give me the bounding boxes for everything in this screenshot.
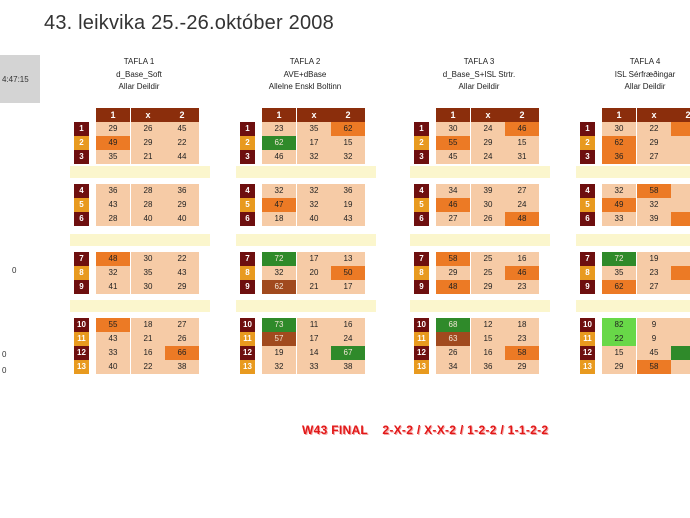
probability-cell: 32	[262, 360, 296, 374]
probability-cell: 38	[331, 360, 365, 374]
probability-cell: 27	[505, 184, 539, 198]
probability-cell: 36	[471, 360, 505, 374]
probability-cell: 32	[297, 184, 331, 198]
match-number: 8	[74, 266, 89, 280]
probability-cell: 30	[131, 252, 165, 266]
probability-cell: 29	[505, 360, 539, 374]
probability-cell: 39	[471, 184, 505, 198]
probability-cell: 72	[602, 252, 636, 266]
probability-cell: 27	[637, 150, 671, 164]
probability-cell: 17	[297, 136, 331, 150]
tafla-title: TAFLA 4	[629, 57, 661, 66]
probability-cell: 23	[505, 332, 539, 346]
probability-cell: 48	[96, 252, 130, 266]
probability-cell: 26	[436, 346, 470, 360]
match-number: 4	[580, 184, 595, 198]
match-number: 6	[74, 212, 89, 226]
group-separator	[410, 166, 550, 178]
match-number: 3	[580, 150, 595, 164]
probability-cell: 49	[96, 136, 130, 150]
probability-cell: 62	[262, 136, 296, 150]
match-number: 1	[240, 122, 255, 136]
probability-cell: 22	[131, 360, 165, 374]
tafla-header	[414, 56, 544, 94]
left-fragment: 0	[2, 366, 7, 375]
column-header-1: 1	[436, 108, 470, 122]
probability-cell: 23	[505, 280, 539, 294]
group-separator	[236, 234, 376, 246]
probability-cell: 39	[637, 212, 671, 226]
probability-cell: 45	[637, 346, 671, 360]
probability-cell: 29	[165, 198, 199, 212]
column-header-1: 1	[262, 108, 296, 122]
probability-cell: 62	[262, 280, 296, 294]
probability-cell: 62	[602, 136, 636, 150]
probability-cell: 18	[505, 318, 539, 332]
tafla-title: TAFLA 3	[463, 57, 495, 66]
probability-cell: 46	[262, 150, 296, 164]
probability-cell: 63	[436, 332, 470, 346]
probability-cell: 35	[602, 266, 636, 280]
probability-cell: 21	[297, 280, 331, 294]
probability-cell: 34	[436, 184, 470, 198]
probability-cell	[671, 198, 690, 212]
probability-cell: 43	[96, 198, 130, 212]
probability-cell	[671, 346, 690, 360]
probability-cell: 14	[297, 346, 331, 360]
probability-cell: 29	[96, 122, 130, 136]
group-separator	[576, 300, 690, 312]
probability-cell	[671, 332, 690, 346]
probability-cell: 24	[471, 150, 505, 164]
probability-cell: 43	[331, 212, 365, 226]
probability-cell: 29	[131, 136, 165, 150]
probability-cell: 62	[602, 280, 636, 294]
probability-cell: 32	[262, 184, 296, 198]
probability-cell: 29	[165, 280, 199, 294]
group-separator	[70, 166, 210, 178]
match-number: 2	[580, 136, 595, 150]
probability-cell: 36	[331, 184, 365, 198]
probability-cell: 16	[331, 318, 365, 332]
match-number: 1	[74, 122, 89, 136]
probability-cell: 57	[262, 332, 296, 346]
probability-cell: 27	[436, 212, 470, 226]
probability-cell: 22	[602, 332, 636, 346]
probability-cell: 38	[165, 360, 199, 374]
tafla-subtitle: Allar Deildir	[458, 82, 500, 91]
probability-cell: 25	[471, 266, 505, 280]
probability-cell: 30	[131, 280, 165, 294]
probability-cell: 21	[131, 332, 165, 346]
probability-cell: 25	[471, 252, 505, 266]
probability-cell: 55	[96, 318, 130, 332]
tafla-subtitle: Allar Deildir	[624, 82, 666, 91]
probability-cell: 15	[471, 332, 505, 346]
match-number: 7	[240, 252, 255, 266]
group-separator	[410, 234, 550, 246]
probability-cell: 24	[471, 122, 505, 136]
probability-cell: 17	[331, 280, 365, 294]
tafla-subtitle: d_Base_Soft	[116, 69, 162, 79]
match-number: 13	[414, 360, 429, 374]
match-number: 6	[580, 212, 595, 226]
probability-cell: 66	[165, 346, 199, 360]
match-number: 4	[414, 184, 429, 198]
match-number: 6	[240, 212, 255, 226]
probability-cell: 58	[637, 360, 671, 374]
match-number: 3	[74, 150, 89, 164]
tafla-title: TAFLA 2	[289, 57, 321, 66]
probability-cell: 16	[471, 346, 505, 360]
probability-cell: 22	[637, 122, 671, 136]
match-number: 13	[240, 360, 255, 374]
probability-cell: 46	[436, 198, 470, 212]
match-number: 1	[580, 122, 595, 136]
probability-cell: 28	[131, 184, 165, 198]
probability-cell: 33	[602, 212, 636, 226]
match-number: 10	[414, 318, 429, 332]
group-separator	[576, 166, 690, 178]
probability-cell: 46	[505, 266, 539, 280]
probability-cell: 20	[297, 266, 331, 280]
page-title: 43. leikvika 25.-26.október 2008	[44, 12, 334, 34]
match-number: 2	[74, 136, 89, 150]
probability-cell: 34	[436, 360, 470, 374]
column-header-x: x	[297, 108, 331, 122]
probability-cell: 30	[602, 122, 636, 136]
tafla-subtitle: d_Base_S+ISL Strtr.	[442, 69, 516, 79]
match-number: 9	[414, 280, 429, 294]
group-separator	[70, 300, 210, 312]
probability-cell	[671, 150, 690, 164]
probability-cell: 32	[637, 198, 671, 212]
probability-cell: 29	[471, 280, 505, 294]
probability-cell: 50	[331, 266, 365, 280]
probability-cell: 15	[602, 346, 636, 360]
probability-cell: 32	[331, 150, 365, 164]
column-header-2: 2	[671, 108, 690, 122]
probability-cell: 47	[262, 198, 296, 212]
probability-cell: 9	[637, 318, 671, 332]
probability-cell: 48	[436, 280, 470, 294]
match-number: 12	[74, 346, 89, 360]
probability-cell: 19	[637, 252, 671, 266]
probability-cell	[671, 252, 690, 266]
match-number: 3	[414, 150, 429, 164]
probability-cell: 31	[505, 150, 539, 164]
tafla-subtitle: Allar Deildir	[118, 82, 160, 91]
probability-cell: 36	[96, 184, 130, 198]
match-number: 10	[240, 318, 255, 332]
probability-cell: 18	[131, 318, 165, 332]
probability-cell: 62	[331, 122, 365, 136]
probability-cell	[671, 136, 690, 150]
probability-cell	[671, 184, 690, 198]
match-number: 7	[74, 252, 89, 266]
probability-cell: 15	[505, 136, 539, 150]
probability-cell: 58	[505, 346, 539, 360]
tafla-header	[580, 56, 690, 94]
probability-cell: 27	[637, 280, 671, 294]
match-number: 6	[414, 212, 429, 226]
probability-cell: 33	[297, 360, 331, 374]
probability-cell: 45	[436, 150, 470, 164]
probability-cell: 16	[505, 252, 539, 266]
probability-cell: 17	[297, 252, 331, 266]
probability-cell: 21	[131, 150, 165, 164]
column-header-x: x	[637, 108, 671, 122]
probability-cell: 36	[165, 184, 199, 198]
left-fragment: 0	[2, 350, 7, 359]
probability-cell: 32	[297, 150, 331, 164]
match-number: 5	[414, 198, 429, 212]
match-number: 5	[240, 198, 255, 212]
probability-cell: 32	[262, 266, 296, 280]
tafla-subtitle: Allelne Enskl Boltinn	[268, 82, 342, 91]
column-header-x: x	[471, 108, 505, 122]
match-number: 7	[414, 252, 429, 266]
group-separator	[236, 300, 376, 312]
probability-cell: 36	[602, 150, 636, 164]
probability-cell: 19	[262, 346, 296, 360]
probability-cell: 82	[602, 318, 636, 332]
probability-cell	[671, 280, 690, 294]
column-header-1: 1	[602, 108, 636, 122]
match-number: 5	[580, 198, 595, 212]
probability-cell: 43	[96, 332, 130, 346]
probability-cell: 28	[131, 198, 165, 212]
probability-cell: 73	[262, 318, 296, 332]
probability-cell: 22	[165, 252, 199, 266]
tafla-header	[74, 56, 204, 94]
probability-cell: 23	[637, 266, 671, 280]
probability-cell: 46	[505, 122, 539, 136]
probability-cell: 58	[436, 252, 470, 266]
match-number: 4	[240, 184, 255, 198]
probability-cell: 44	[165, 150, 199, 164]
probability-cell: 9	[637, 332, 671, 346]
probability-cell: 17	[297, 332, 331, 346]
probability-cell: 16	[131, 346, 165, 360]
probability-cell: 55	[436, 136, 470, 150]
probability-cell: 49	[602, 198, 636, 212]
probability-cell	[671, 122, 690, 136]
probability-cell: 24	[331, 332, 365, 346]
probability-cell: 48	[505, 212, 539, 226]
match-number: 4	[74, 184, 89, 198]
probability-cell: 22	[165, 136, 199, 150]
probability-cell: 26	[165, 332, 199, 346]
probability-cell: 30	[471, 198, 505, 212]
probability-cell: 43	[165, 266, 199, 280]
probability-cell: 12	[471, 318, 505, 332]
probability-cell	[671, 266, 690, 280]
probability-cell: 67	[331, 346, 365, 360]
match-number: 12	[240, 346, 255, 360]
tafla-subtitle: ISL Sérfræðingar	[614, 69, 676, 79]
match-number: 11	[414, 332, 429, 346]
probability-cell: 32	[297, 198, 331, 212]
match-number: 8	[580, 266, 595, 280]
probability-cell: 35	[131, 266, 165, 280]
column-header-2: 2	[165, 108, 199, 122]
left-time-fragment: 4:47:15	[2, 75, 29, 84]
probability-cell: 40	[131, 212, 165, 226]
probability-cell: 68	[436, 318, 470, 332]
probability-cell: 26	[131, 122, 165, 136]
probability-cell: 32	[602, 184, 636, 198]
group-separator	[236, 166, 376, 178]
match-number: 13	[74, 360, 89, 374]
match-number: 11	[74, 332, 89, 346]
column-header-1: 1	[96, 108, 130, 122]
left-panel-box	[0, 55, 40, 103]
match-number: 12	[580, 346, 595, 360]
probability-cell: 40	[96, 360, 130, 374]
group-separator	[410, 300, 550, 312]
match-number: 9	[580, 280, 595, 294]
match-number: 5	[74, 198, 89, 212]
probability-cell: 29	[436, 266, 470, 280]
match-number: 9	[240, 280, 255, 294]
probability-cell: 23	[262, 122, 296, 136]
probability-cell: 35	[297, 122, 331, 136]
probability-cell	[671, 360, 690, 374]
match-number: 11	[240, 332, 255, 346]
probability-cell: 32	[96, 266, 130, 280]
match-number: 2	[240, 136, 255, 150]
column-header-2: 2	[331, 108, 365, 122]
match-number: 9	[74, 280, 89, 294]
match-number: 10	[580, 318, 595, 332]
probability-cell: 29	[471, 136, 505, 150]
match-number: 2	[414, 136, 429, 150]
probability-cell: 40	[297, 212, 331, 226]
probability-cell: 58	[637, 184, 671, 198]
probability-cell: 15	[331, 136, 365, 150]
probability-cell: 26	[471, 212, 505, 226]
column-header-2: 2	[505, 108, 539, 122]
probability-cell: 30	[436, 122, 470, 136]
column-header-x: x	[131, 108, 165, 122]
probability-cell: 28	[96, 212, 130, 226]
probability-cell: 72	[262, 252, 296, 266]
match-number: 10	[74, 318, 89, 332]
left-fragment: 0	[12, 266, 17, 275]
probability-cell: 41	[96, 280, 130, 294]
probability-cell: 40	[165, 212, 199, 226]
match-number: 8	[414, 266, 429, 280]
match-number: 1	[414, 122, 429, 136]
match-number: 12	[414, 346, 429, 360]
probability-cell	[671, 318, 690, 332]
probability-cell	[671, 212, 690, 226]
probability-cell: 45	[165, 122, 199, 136]
probability-cell: 24	[505, 198, 539, 212]
probability-cell: 27	[165, 318, 199, 332]
match-number: 11	[580, 332, 595, 346]
match-number: 7	[580, 252, 595, 266]
tafla-header	[240, 56, 370, 94]
probability-cell: 35	[96, 150, 130, 164]
probability-cell: 29	[602, 360, 636, 374]
group-separator	[576, 234, 690, 246]
probability-cell: 33	[96, 346, 130, 360]
tafla-subtitle: AVE+dBase	[283, 69, 327, 79]
probability-cell: 19	[331, 198, 365, 212]
match-number: 8	[240, 266, 255, 280]
group-separator	[70, 234, 210, 246]
tafla-title: TAFLA 1	[123, 57, 155, 66]
probability-cell: 11	[297, 318, 331, 332]
match-number: 3	[240, 150, 255, 164]
final-result-text: W43 FINAL 2-X-2 / X-X-2 / 1-2-2 / 1-1-2-2	[302, 423, 549, 437]
probability-cell: 29	[637, 136, 671, 150]
probability-cell: 13	[331, 252, 365, 266]
probability-cell: 18	[262, 212, 296, 226]
match-number: 13	[580, 360, 595, 374]
